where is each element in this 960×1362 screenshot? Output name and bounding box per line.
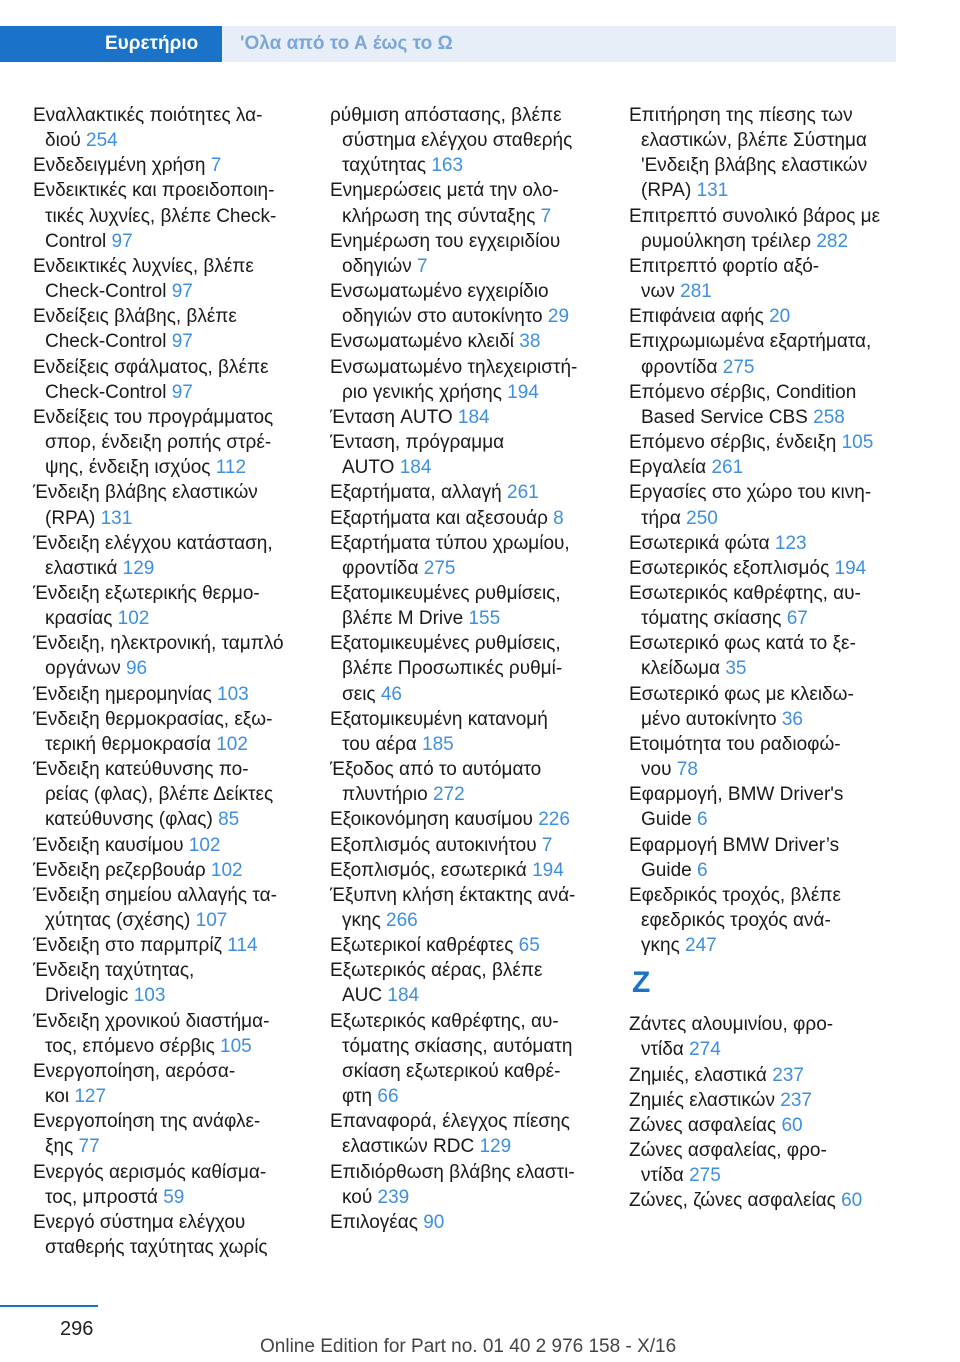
header-bar [0, 0, 960, 62]
page-reference-link[interactable]: 96 [125, 658, 148, 680]
page-reference-link[interactable]: 7 [540, 205, 552, 227]
page-reference-link[interactable]: 90 [423, 1211, 445, 1233]
index-entry [330, 103, 600, 178]
index-entry [33, 103, 308, 153]
index-entry-text: Based Service CBS [641, 406, 808, 428]
page-reference-link[interactable]: 275 [689, 1165, 721, 1187]
page-reference-link[interactable]: 78 [676, 759, 698, 781]
index-entry [330, 480, 600, 505]
page-reference-link[interactable]: 38 [519, 331, 541, 353]
index-entry-text: Επιτρεπτό φορτίο αξό‐ [629, 255, 820, 277]
page-reference-link[interactable]: 247 [685, 935, 717, 957]
index-entry [330, 178, 600, 228]
index-entry-text: σύστημα ελέγχου σταθερής [342, 130, 573, 152]
page-reference-link[interactable]: 7 [417, 255, 428, 277]
index-entry-text: χύτητας (σχέσης) [45, 910, 191, 931]
index-entry [629, 531, 909, 556]
index-entry-text: Ένδειξη κατεύθυνσης πο‐ [33, 759, 249, 781]
index-entry [629, 631, 909, 681]
index-entry-text: Ένταση, πρόγραμμα [330, 432, 505, 454]
index-entry [330, 430, 600, 480]
index-entry [330, 1009, 600, 1110]
page-reference-link[interactable]: 66 [377, 1086, 399, 1108]
page-reference-link[interactable]: 275 [423, 557, 456, 579]
index-entry [629, 782, 909, 832]
index-entry [330, 405, 600, 430]
index-entry [330, 958, 600, 1008]
index-entry-text: Εργαλεία [629, 457, 707, 479]
index-entry-text: του αέρα [342, 733, 417, 755]
index-entry-text: τερική θερμοκρασία [45, 733, 211, 755]
index-entry [629, 883, 909, 958]
index-entry-text: ρείας (φλας), βλέπε Δείκτες [45, 784, 274, 806]
index-entry-text: Έξυπνη κλήση έκτακτης ανά‐ [330, 884, 576, 906]
index-entry-text: Εξωτερικός καθρέφτης, αυ‐ [330, 1010, 559, 1032]
page-reference-link[interactable]: 60 [841, 1190, 863, 1212]
index-entry-text: γκης [641, 935, 680, 957]
index-entry [330, 355, 600, 405]
index-entry [629, 304, 909, 329]
index-column-3-z [629, 1012, 909, 1213]
index-entry [629, 1138, 909, 1188]
page-reference-link[interactable]: 112 [215, 457, 247, 479]
page-reference-link[interactable]: 194 [507, 381, 539, 403]
index-entry-text: Ετοιμότητα του ραδιοφώ‐ [629, 733, 841, 755]
page-reference-link[interactable]: 35 [725, 658, 747, 680]
page-reference-link[interactable]: 102 [117, 608, 150, 630]
page-reference-link[interactable]: 129 [479, 1136, 512, 1158]
page-reference-link[interactable]: 282 [816, 230, 849, 252]
index-entry-text: Εξωτερικοί καθρέφτες [330, 935, 514, 957]
index-column-3 [629, 103, 909, 1214]
index-entry-text: Επιτρεπτό συνολικό βάρος με [629, 205, 881, 227]
index-entry-text: Εξοπλισμός, εσωτερικά [330, 859, 527, 881]
index-entry-text: Εφαρμογή, BMW Driver's [629, 784, 844, 806]
index-entry [33, 1210, 308, 1260]
tab-index[interactable]: Ευρετήριο [0, 26, 222, 62]
page-reference-link[interactable]: 102 [210, 859, 243, 881]
index-entry-text: Ενεργοποίηση της ανάφλε‐ [33, 1111, 261, 1133]
index-entry-text: ψης, ένδειξη ισχύος [45, 457, 211, 479]
page-reference-link[interactable]: 7 [210, 155, 222, 177]
index-entry-text: AUTO [342, 457, 395, 479]
page-reference-link[interactable]: 102 [216, 733, 248, 755]
index-entry-text: Εξατομικευμένες ρυθμίσεις, [330, 633, 561, 655]
index-entry-text: Ένδειξη, ηλεκτρονική, ταμπλό [33, 633, 284, 655]
page-reference-link[interactable]: 258 [813, 406, 845, 428]
page-reference-link[interactable]: 275 [722, 356, 755, 378]
page-reference-link[interactable]: 250 [686, 507, 718, 529]
index-entry [33, 883, 308, 933]
index-entry [33, 682, 308, 707]
page-reference-link[interactable]: 97 [111, 230, 133, 252]
index-entry [629, 254, 909, 304]
index-entry [33, 405, 308, 480]
page-reference-link[interactable]: 261 [711, 457, 744, 479]
index-entry-text: Εξοικονόμηση καυσίμου [330, 809, 533, 831]
page-reference-link[interactable]: 7 [541, 834, 553, 856]
page-reference-link[interactable]: 239 [377, 1186, 410, 1208]
page-reference-link[interactable]: 60 [781, 1114, 803, 1136]
index-column-3-e [629, 103, 909, 958]
index-entry-text: σπορ, ένδειξη ροπής στρέ‐ [45, 432, 272, 454]
index-entry-text: Επιχρωμιωμένα εξαρτήματα, [629, 331, 872, 353]
index-entry-text: κλήρωση της σύνταξης [342, 205, 536, 227]
index-entry-text: Ένδειξη ταχύτητας, [33, 960, 195, 982]
index-entry-text: Ενδεικτικές λυχνίες, βλέπε [33, 255, 254, 277]
index-column-1 [33, 103, 308, 1260]
page-reference-link[interactable]: 85 [218, 809, 240, 831]
index-entry [330, 1210, 600, 1235]
index-entry-text: Guide [641, 809, 692, 831]
index-entry-text: Εξαρτήματα τύπου χρωμίου, [330, 532, 570, 554]
page-reference-link[interactable]: 20 [769, 306, 791, 328]
page-reference-link[interactable]: 237 [780, 1089, 812, 1111]
page-reference-link[interactable]: 59 [163, 1186, 185, 1208]
index-entry-text: Επιτήρηση της πίεσης των [629, 105, 853, 126]
index-entry [33, 480, 308, 530]
index-entry-text: Επιφάνεια αφής [629, 306, 764, 328]
index-entry [33, 1009, 308, 1059]
page-reference-link[interactable]: 131 [100, 507, 133, 529]
index-entry-text: Check-Control [45, 281, 167, 303]
index-entry-text: Επιδιόρθωση βλάβης ελαστι‐ [330, 1161, 575, 1183]
index-entry [33, 153, 308, 178]
index-entry [330, 531, 600, 581]
page-reference-link[interactable]: 103 [133, 985, 166, 1007]
index-entry-text: ξης [45, 1136, 74, 1158]
index-entry-text: Ένδειξη βλάβης ελαστικών [33, 482, 258, 504]
index-entry-text: βλέπε M Drive [342, 608, 464, 630]
index-entry [33, 707, 308, 757]
index-entry-text: Εξαρτήματα και αξεσουάρ [330, 507, 548, 529]
index-entry-text: ελαστικών, βλέπε Σύστημα [641, 130, 867, 152]
page-reference-link[interactable]: 272 [433, 784, 465, 806]
index-entry-text: ντίδα [641, 1165, 684, 1187]
index-entry [33, 1109, 308, 1159]
index-entry-text: Ενημερώσεις μετά την ολο‐ [330, 180, 559, 202]
index-entry [330, 707, 600, 757]
index-entry-text: Ενδεικτικές και προειδοποιη‐ [33, 180, 275, 202]
index-entry-text: Ένδειξη ημερομηνίας [33, 683, 212, 705]
index-entry-text: γκης [342, 910, 381, 931]
index-entry-text: Εσωτερικό φως με κλειδω‐ [629, 683, 854, 705]
page-reference-link[interactable]: 123 [774, 532, 807, 554]
page-reference-link[interactable]: 97 [171, 331, 193, 353]
index-entry [629, 833, 909, 883]
page-reference-link[interactable]: 261 [507, 482, 539, 504]
index-entry-text: σκίαση εξωτερικού καθρέ‐ [342, 1060, 561, 1082]
index-entry-text: νων [641, 281, 675, 303]
index-entry [629, 732, 909, 782]
index-entry-text: Εργασίες στο χώρο του κινη‐ [629, 482, 872, 504]
page-reference-link[interactable]: 114 [227, 935, 258, 957]
index-entry-text: διού [45, 130, 81, 152]
index-entry-text: Εξαρτήματα, αλλαγή [330, 482, 502, 504]
page-reference-link[interactable]: 266 [386, 910, 418, 931]
index-entry [330, 506, 600, 531]
index-entry-text: Εσωτερικά φώτα [629, 532, 770, 554]
index-entry-text: φτη [342, 1086, 373, 1108]
index-entry-text: σταθερής ταχύτητας χωρίς [45, 1237, 268, 1259]
index-entry-text: Επόμενο σέρβις, ένδειξη [629, 432, 837, 454]
index-entry [33, 178, 308, 253]
page-reference-link[interactable]: 103 [217, 683, 249, 705]
page-reference-link[interactable]: 6 [696, 859, 708, 881]
index-entry-text: Επαναφορά, έλεγχος πίεσης [330, 1111, 570, 1133]
index-entry-text: Ενδείξεις βλάβης, βλέπε [33, 306, 237, 328]
index-entry-text: ρύθμιση απόστασης, βλέπε [330, 105, 562, 126]
index-entry-text: οδηγιών στο αυτοκίνητο [342, 306, 543, 328]
index-entry-text: Εσωτερικός καθρέφτης, αυ‐ [629, 582, 861, 604]
index-entry [33, 858, 308, 883]
index-entry-text: Ένταση AUTO [330, 406, 453, 428]
index-entry-text: ελαστικών RDC [342, 1136, 475, 1158]
index-entry-text: σεις [342, 683, 376, 705]
index-entry-text: τικές λυχνίες, βλέπε Check- [45, 205, 277, 227]
page-reference-link[interactable]: 107 [195, 910, 228, 931]
index-entry [33, 355, 308, 405]
page-reference-link[interactable]: 29 [547, 306, 570, 328]
index-entry-text: κρασίας [45, 608, 113, 630]
index-entry-text: πλυντήριο [342, 784, 428, 806]
index-entry [330, 329, 600, 354]
page-reference-link[interactable]: 281 [680, 281, 712, 303]
index-entry-text: Ενσωματωμένο τηλεχειριστή‐ [330, 356, 578, 378]
index-entry-text: Ζώνες, ζώνες ασφαλείας [629, 1190, 836, 1212]
index-entry [33, 304, 308, 354]
index-entry [33, 958, 308, 1008]
index-entry [629, 480, 909, 530]
tab-a-to-z[interactable]: 'Ολα από το Α έως το Ω [222, 26, 896, 62]
page-reference-link[interactable]: 194 [834, 557, 867, 579]
index-entry-text: Ενδεδειγμένη χρήση [33, 155, 206, 177]
index-entry [330, 807, 600, 832]
index-entry [629, 430, 909, 455]
index-entry-text: Εσωτερικός εξοπλισμός [629, 557, 830, 579]
page-reference-link[interactable]: 254 [86, 130, 118, 152]
index-entry [330, 757, 600, 807]
index-entry-text: Drivelogic [45, 985, 129, 1007]
index-entry-text: Επιλογέας [330, 1211, 418, 1233]
index-entry-text: Εξοπλισμός αυτοκινήτου [330, 834, 537, 856]
page-reference-link[interactable]: 129 [122, 557, 155, 579]
index-entry-text: (RPA) [45, 507, 96, 529]
index-entry-text: Ζώνες ασφαλείας, φρο‐ [629, 1140, 827, 1162]
index-entry-text: Ζάντες αλουμινίου, φρο‐ [629, 1014, 834, 1036]
index-entry-text: Εξωτερικός αέρας, βλέπε [330, 960, 543, 982]
index-entry-text: Εξατομικευμένες ρυθμίσεις, [330, 582, 561, 604]
index-entry [330, 833, 600, 858]
index-entry [629, 581, 909, 631]
index-entry [33, 933, 308, 958]
index-entry-text: Εξατομικευμένη κατανομή [330, 708, 548, 730]
index-entry-text: Control [45, 230, 107, 252]
page-reference-link[interactable]: 194 [532, 859, 564, 881]
footer-rule [0, 1305, 98, 1307]
edition-footer: Online Edition for Part no. 01 40 2 976 158 - X/16 [260, 1336, 677, 1357]
index-entry-text: εφεδρικός τροχός ανά‐ [641, 910, 831, 931]
index-entry [330, 1160, 600, 1210]
page-reference-link[interactable]: 67 [786, 608, 808, 630]
index-entry-text: τόματης σκίασης [641, 608, 782, 630]
index-entry [629, 103, 909, 204]
page-reference-link[interactable]: 184 [387, 985, 420, 1007]
index-entry-text: Check-Control [45, 381, 167, 403]
index-entry-text: Ζημιές ελαστικών [629, 1089, 775, 1111]
page-reference-link[interactable]: 102 [188, 834, 221, 856]
index-entry [33, 1160, 308, 1210]
index-entry-text: τήρα [641, 507, 681, 529]
page-reference-link[interactable]: 6 [696, 809, 708, 831]
index-entry [629, 380, 909, 430]
index-entry-text: Ενημέρωση του εγχειριδίου [330, 230, 561, 252]
index-entry-text: τόματης σκίασης, αυτόματη [342, 1035, 573, 1057]
index-entry [33, 254, 308, 304]
index-entry-text: τος, μπροστά [45, 1186, 158, 1208]
index-entry-text: ντίδα [641, 1039, 684, 1061]
index-entry-text: Ζημιές, ελαστικά [629, 1064, 767, 1086]
page-reference-link[interactable]: 97 [171, 281, 193, 303]
index-entry [629, 1188, 909, 1213]
index-entry [330, 279, 600, 329]
index-entry [33, 631, 308, 681]
index-entry-text: φροντίδα [342, 557, 419, 579]
index-entry-text: ρυμούλκηση τρέιλερ [641, 230, 812, 252]
index-entry [330, 581, 600, 631]
page-reference-link[interactable]: 97 [171, 381, 193, 403]
index-entry [33, 531, 308, 581]
index-entry-text: φροντίδα [641, 356, 718, 378]
index-entry [629, 455, 909, 480]
index-entry [330, 858, 600, 883]
index-entry-text: Ενεργό σύστημα ελέγχου [33, 1211, 246, 1233]
index-entry-text: Ενσωματωμένο εγχειρίδιο [330, 281, 549, 303]
page-reference-link[interactable]: 184 [399, 457, 432, 479]
index-entry [629, 1113, 909, 1138]
index-entry [629, 1063, 909, 1088]
index-entry-text: Έξοδος από το αυτόματο [330, 759, 542, 781]
page-reference-link[interactable]: 77 [78, 1136, 100, 1158]
index-entry-text: Ενσωματωμένο κλειδί [330, 331, 514, 353]
index-entry [629, 556, 909, 581]
index-entry-text: Ένδειξη στο παρμπρίζ [33, 935, 222, 957]
index-entry-text: Guide [641, 859, 692, 881]
index-entry [330, 229, 600, 279]
index-entry-text: Check-Control [45, 331, 167, 353]
page-reference-link[interactable]: 46 [380, 683, 402, 705]
index-entry-text: ριο γενικής χρήσης [342, 381, 502, 403]
index-entry [629, 329, 909, 379]
index-entry [330, 883, 600, 933]
index-entry-text: Ένδειξη καυσίμου [33, 834, 184, 856]
index-entry-text: ελαστικά [45, 557, 118, 579]
index-entry [629, 1088, 909, 1113]
index-entry [33, 833, 308, 858]
index-entry-text: Ένδειξη θερμοκρασίας, εξω‐ [33, 708, 273, 730]
page-number: 296 [60, 1318, 94, 1340]
index-entry-text: ταχύτητας [342, 155, 427, 177]
page-reference-link[interactable]: 155 [468, 608, 501, 630]
index-entry-text: τος, επόμενο σέρβις [45, 1035, 215, 1057]
page-reference-link[interactable]: 127 [74, 1086, 107, 1108]
index-entry-text: Ζώνες ασφαλείας [629, 1114, 777, 1136]
index-entry-text: AUC [342, 985, 383, 1007]
index-entry-text: Εσωτερικό φως κατά το ξε‐ [629, 633, 856, 655]
index-entry-text: Εφεδρικός τροχός, βλέπε [629, 884, 841, 906]
index-entry-text: Εναλλακτικές ποιότητες λα‐ [33, 105, 263, 126]
page-reference-link[interactable]: 185 [422, 733, 454, 755]
index-entry-text: βλέπε Προσωπικές ρυθμί‐ [342, 658, 563, 680]
index-entry [330, 933, 600, 958]
index-entry [629, 682, 909, 732]
index-entry-text: Επόμενο σέρβις, Condition [629, 381, 857, 403]
page-reference-link[interactable]: 131 [696, 180, 729, 202]
page-reference-link[interactable]: 226 [538, 809, 570, 831]
page-reference-link[interactable]: 163 [431, 155, 464, 177]
index-entry-text: Ένδειξη ελέγχου κατάσταση, [33, 532, 273, 554]
index-entry-text: οργάνων [45, 658, 121, 680]
index-entry-text: (RPA) [641, 180, 692, 202]
index-entry [330, 631, 600, 706]
index-entry-text: Ένδειξη χρονικού διαστήμα‐ [33, 1010, 270, 1032]
page-reference-link[interactable]: 36 [781, 708, 803, 730]
index-column-2 [330, 103, 600, 1235]
index-entry-text: 'Ενδειξη βλάβης ελαστικών [641, 155, 868, 177]
page-reference-link[interactable]: 274 [689, 1039, 721, 1061]
index-entry-text: νου [641, 759, 672, 781]
index-entry-text: κατεύθυνσης (φλας) [45, 809, 213, 831]
index-entry-text: Ένδειξη σημείου αλλαγής τα‐ [33, 884, 277, 906]
index-entry-text: Ενεργός αερισμός καθίσμα‐ [33, 1161, 267, 1183]
index-entry-text: μένο αυτοκίνητο [641, 708, 777, 730]
index-entry [629, 1012, 909, 1062]
index-entry-text: Ενδείξεις του προγράμματος [33, 406, 274, 428]
page-reference-link[interactable]: 105 [220, 1035, 252, 1057]
index-entry-text: κοι [45, 1086, 70, 1108]
index-entry-text: Ένδειξη εξωτερικής θερμο‐ [33, 582, 260, 604]
index-entry-text: Ενδείξεις σφάλματος, βλέπε [33, 356, 269, 378]
index-entry-text: κού [342, 1186, 373, 1208]
index-entry [330, 1109, 600, 1159]
index-entry [629, 204, 909, 254]
index-entry-text: Ενεργοποίηση, αερόσα‐ [33, 1060, 236, 1082]
index-entry [33, 581, 308, 631]
index-entry-text: Εφαρμογή BMW Driver’s [629, 834, 840, 856]
letter-heading-z: Z [632, 966, 651, 1000]
index-entry [33, 757, 308, 832]
index-entry-text: Ένδειξη ρεζερβουάρ [33, 859, 206, 881]
index-entry-text: κλείδωμα [641, 658, 721, 680]
page-reference-link[interactable]: 65 [518, 935, 540, 957]
page-reference-link[interactable]: 184 [457, 406, 490, 428]
page-reference-link[interactable]: 8 [553, 507, 564, 529]
page-reference-link[interactable]: 105 [841, 432, 874, 454]
page-reference-link[interactable]: 237 [772, 1064, 804, 1086]
index-entry-text: οδηγιών [342, 255, 412, 277]
index-entry [33, 1059, 308, 1109]
